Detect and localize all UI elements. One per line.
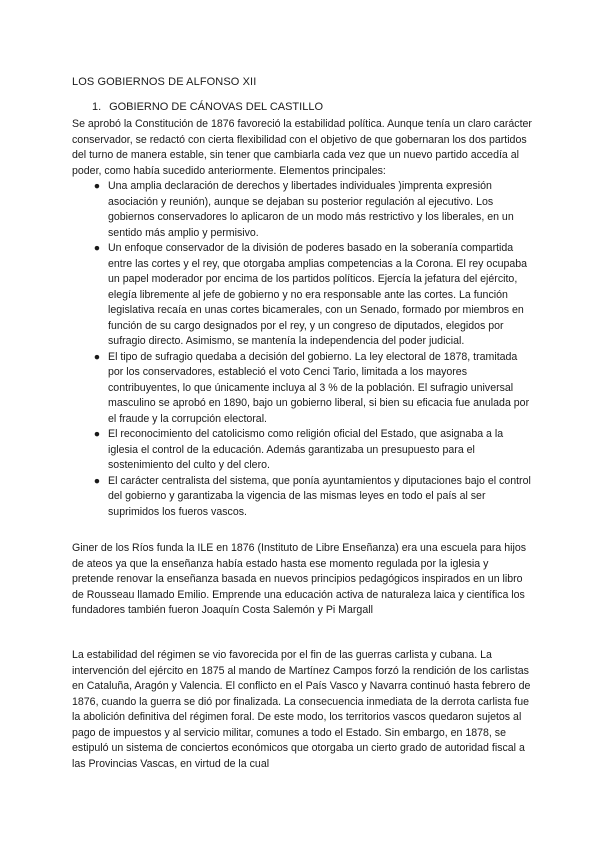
stability-paragraph: [72, 648, 532, 772]
list-item-text: El tipo de sufragio quedaba a decisión del gobierno. La ley electoral de 1878, tramitada por los conservadores, estableció el voto Cenci Tario, limitada a los mayores contribuyentes, lo que únicamente incluya al 3 % de la población. El sufragio universal masculino se aprobó en 1890, bajo un gobierno liberal, si bien su eficacia fue anulada por el fraude y la corrupción electoral.: [108, 350, 530, 425]
list-item-text: Una amplia declaración de derechos y libertades individuales )imprenta expresión asociación y reunión), aunque se dejaban su posterior regulación al ejecutivo. Los gobiernos conservadores lo aplicaron de un modo más restrictivo y los liberales, en un sentido más amplio y permisivo.: [108, 180, 514, 239]
bullet-icon: ●: [93, 350, 101, 363]
list-item: [92, 474, 532, 521]
list-item: [92, 241, 532, 350]
list-item-text: Un enfoque conservador de la división de poderes basado en la soberanía compartida entre las cortes y el rey, que otorgaba amplias competencias a la Corona. El rey ocupaba un papel moderador por encima de los partidos políticos. Ejercía la jefatura del ejército, elegía libremente al jefe de gobierno y no era responsable ante las cortes. La función legislativa recaía en unas cortes bicamerales, con un Senado, formado por miembros en función de su cargo designados por el rey, y un congreso de diputados, elegidos por sufragio directo. Asimismo, se mantenía la independencia del poder judicial.: [108, 242, 528, 347]
bullet-icon: ●: [93, 180, 101, 192]
bullet-icon: ●: [93, 242, 101, 254]
bullet-icon: ●: [93, 428, 101, 440]
list-item: [92, 427, 532, 474]
section-heading: [92, 101, 323, 113]
list-item-text: El carácter centralista del sistema, que ponía ayuntamientos y diputaciones bajo el control del gobierno y garantizaba la vigencia de las mismas leyes en todo el país al ser suprimidos los fueros vascos.: [108, 474, 531, 518]
section-number: 1.: [92, 101, 102, 113]
bullet-icon: ●: [93, 474, 101, 487]
ile-paragraph: [72, 541, 532, 619]
bullet-list: [92, 179, 532, 520]
list-item-text: El reconocimiento del catolicismo como religión oficial del Estado, que asignaba a la iglesia el control de la educación. Además garantizaba un presupuesto para el sostenimiento del culto y del clero.: [108, 428, 504, 471]
intro-text: Se aprobó la Constitución de 1876 favoreció la estabilidad política. Aunque tenía un claro carácter conservador, se redactó con cierta flexibilidad con el objetivo de que gobernaran los dos partidos del turno de manera estable, sin tener que cambiarla cada vez que un nuevo partido accedía al poder, como había sucedido anteriormente. Elementos principales:: [72, 118, 532, 177]
document-title: LOS GOBIERNOS DE ALFONSO XII: [72, 76, 257, 88]
list-item: [92, 350, 532, 428]
ile-text: Giner de los Ríos funda la ILE en 1876 (Instituto de Libre Enseñanza) era una escuela para hijos de ateos ya que la enseñanza había estado hasta ese momento regulada por la iglesia y pretende renovar la enseñanza basada en nuevos principios pedagógicos inspirados en un libro de Rousseau llamado Emilio. Emprende una educación activa de naturaleza laica y científica los fundadores también fueron Joaquín Costa Salemón y Pi Margall: [72, 542, 527, 616]
list-item: [92, 179, 532, 241]
intro-paragraph: [72, 117, 532, 179]
section-title: GOBIERNO DE CÁNOVAS DEL CASTILLO: [109, 101, 324, 113]
stability-text: La estabilidad del régimen se vio favorecida por el fin de las guerras carlista y cubana. La intervención del ejército en 1875 al mando de Martínez Campos forzó la rendición de los carlistas en Cataluña, Aragón y Valencia. El conflicto en el País Vasco y Navarra continuó hasta febrero de 1876, cuando la guerra se dió por finalizada. La consecuencia inmediata de la derrota carlista fue la abolición definitiva del régimen foral. De este modo, los territorios vascos quedaron sujetos al pago de impuestos y al servicio militar, comunes a todo el Estado. Sin embargo, en 1878, se estipuló un sistema de conciertos económicos que otorgaba un cierto grado de autoridad fiscal a las Provincias Vascas, en virtud de la cual: [72, 649, 531, 770]
